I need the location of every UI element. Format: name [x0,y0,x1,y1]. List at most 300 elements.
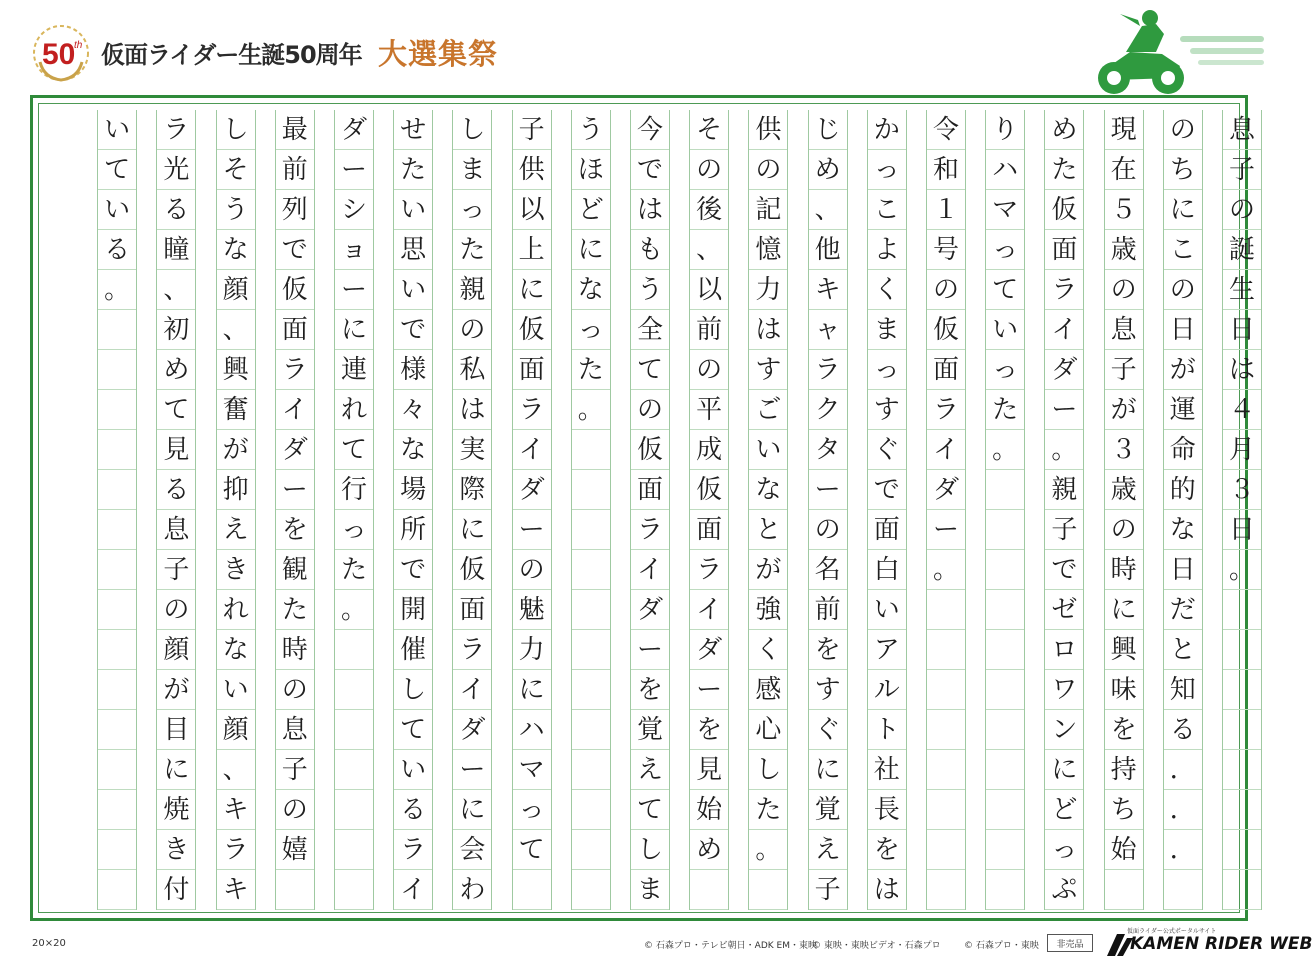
manuscript-cell [986,510,1024,550]
manuscript-cell: き [217,550,255,590]
manuscript-column [808,110,848,910]
manuscript-cell [572,590,610,630]
manuscript-cell: ラ [1045,270,1083,310]
manuscript-cell: っ [453,190,491,230]
manuscript-cell: り [986,110,1024,150]
manuscript-cell: ぷ [1045,870,1083,910]
manuscript-cell: 長 [868,790,906,830]
manuscript-cell [749,870,787,910]
manuscript-cell: 面 [513,350,551,390]
manuscript-cell [1223,870,1261,910]
manuscript-cell: の [1164,110,1202,150]
manuscript-cell: 思 [394,230,432,270]
manuscript-cell [986,670,1024,710]
manuscript-cell: 後 [690,190,728,230]
manuscript-cell: 白 [868,550,906,590]
manuscript-cell [572,790,610,830]
manuscript-cell: 供 [513,150,551,190]
manuscript-cell: 際 [453,470,491,510]
manuscript-cell: と [1164,630,1202,670]
manuscript-cell: の [513,550,551,590]
manuscript-cell: 子 [1223,150,1261,190]
manuscript-cell: 前 [809,590,847,630]
manuscript-cell: ぐ [809,710,847,750]
manuscript-cell: ト [868,710,906,750]
manuscript-cell: 息 [1223,110,1261,150]
manuscript-cell: 興 [1105,630,1143,670]
manuscript-cell: た [335,550,373,590]
manuscript-cell: か [868,110,906,150]
manuscript-cell: の [927,270,965,310]
manuscript-cell: ダ [1045,350,1083,390]
manuscript-cell: を [809,630,847,670]
manuscript-cell: が [749,550,787,590]
manuscript-cell: て [394,710,432,750]
manuscript-cell: た [276,590,314,630]
manuscript-cell: 開 [394,590,432,630]
manuscript-cell: 会 [453,830,491,870]
manuscript-cell [1223,710,1261,750]
manuscript-cell: 最 [276,110,314,150]
manuscript-cell: シ [335,190,373,230]
manuscript-column [1222,110,1262,910]
manuscript-cell [572,470,610,510]
manuscript-cell [572,550,610,590]
manuscript-cell [98,350,136,390]
manuscript-cell: し [217,110,255,150]
manuscript-cell: 現 [1105,110,1143,150]
manuscript-cell [986,550,1024,590]
manuscript-cell: が [217,430,255,470]
page-header [0,0,1280,96]
manuscript-cell: に [1045,750,1083,790]
emblem-suffix: th [74,40,83,51]
manuscript-cell: ３ [1105,430,1143,470]
manuscript-cell: っ [986,230,1024,270]
manuscript-cell: 以 [690,270,728,310]
manuscript-cell: ど [1045,790,1083,830]
manuscript-cell [927,750,965,790]
manuscript-cell: ． [1164,750,1202,790]
manuscript-cell: い [868,590,906,630]
manuscript-cell: 覚 [631,710,669,750]
manuscript-cell: に [809,750,847,790]
manuscript-cell: 、 [217,310,255,350]
manuscript-cell: 仮 [690,470,728,510]
manuscript-cell: ラ [927,390,965,430]
manuscript-cell: ラ [157,110,195,150]
manuscript-cell: う [631,270,669,310]
manuscript-cell: 所 [394,510,432,550]
manuscript-cell: 記 [749,190,787,230]
manuscript-cell: ー [335,150,373,190]
manuscript-cell: ダ [690,630,728,670]
manuscript-cell: で [1045,550,1083,590]
manuscript-cell: ク [809,390,847,430]
manuscript-cell: い [217,670,255,710]
manuscript-cell [927,830,965,870]
manuscript-cell: 見 [157,430,195,470]
manuscript-cell: 。 [1045,430,1083,470]
manuscript-cell [986,870,1024,910]
site-tagline: 仮面ライダー公式ポータルサイト [1127,928,1217,935]
manuscript-cell: を [868,830,906,870]
manuscript-cell: 心 [749,710,787,750]
manuscript-cell: っ [868,350,906,390]
manuscript-column [926,110,966,910]
manuscript-cell: で [276,230,314,270]
manuscript-cell: が [1164,350,1202,390]
manuscript-cell: る [98,230,136,270]
manuscript-cell: よ [868,230,906,270]
manuscript-cell: 日 [1164,550,1202,590]
emblem-number: 50 [42,38,76,71]
motorcycle-rider-icon [1090,8,1270,100]
manuscript-cell: キ [217,870,255,910]
manuscript-cell: ち [1105,790,1143,830]
manuscript-cell: は [749,310,787,350]
manuscript-cell: れ [335,390,373,430]
manuscript-cell: た [572,350,610,390]
manuscript-cell: が [157,670,195,710]
manuscript-cell: ー [453,750,491,790]
manuscript-cell: し [394,670,432,710]
manuscript-cell: ま [631,870,669,910]
manuscript-cell: 実 [453,430,491,470]
manuscript-cell: 焼 [157,790,195,830]
manuscript-cell: 。 [572,390,610,430]
manuscript-cell: で [868,470,906,510]
manuscript-cell: ワ [1045,670,1083,710]
manuscript-cell [1164,870,1202,910]
manuscript-cell: 歳 [1105,470,1143,510]
manuscript-cell: 名 [809,550,847,590]
manuscript-cell: い [394,750,432,790]
manuscript-cell: ま [868,310,906,350]
manuscript-cell: 。 [749,830,787,870]
manuscript-cell: の [453,310,491,350]
manuscript-column [97,110,137,910]
manuscript-cell [927,790,965,830]
manuscript-cell: で [394,310,432,350]
manuscript-cell [98,510,136,550]
manuscript-cell [335,790,373,830]
manuscript-cell [98,310,136,350]
manuscript-cell [1223,830,1261,870]
manuscript-cell: ダ [927,470,965,510]
manuscript-cell: 仮 [513,310,551,350]
manuscript-cell: 興 [217,350,255,390]
manuscript-cell: う [572,110,610,150]
manuscript-cell: ほ [572,150,610,190]
manuscript-cell: 面 [276,310,314,350]
manuscript-cell: と [749,510,787,550]
manuscript-cell [986,710,1024,750]
manuscript-cell: ち [1164,150,1202,190]
manuscript-cell: し [631,830,669,870]
manuscript-cell: ダ [453,710,491,750]
manuscript-cell: た [453,230,491,270]
manuscript-cell [276,870,314,910]
manuscript-column [689,110,729,910]
manuscript-cell: 始 [690,790,728,830]
manuscript-cell: 仮 [453,550,491,590]
manuscript-cell [1223,750,1261,790]
manuscript-cell: に [513,670,551,710]
manuscript-column [393,110,433,910]
manuscript-cell: 持 [1105,750,1143,790]
manuscript-cell: て [631,350,669,390]
manuscript-column [216,110,256,910]
manuscript-cell: 子 [157,550,195,590]
manuscript-cell [335,630,373,670]
manuscript-cell: 子 [276,750,314,790]
manuscript-cell: な [749,470,787,510]
manuscript-cell [98,390,136,430]
manuscript-column [1044,110,1084,910]
manuscript-cell [927,870,965,910]
manuscript-cell: じ [809,110,847,150]
manuscript-cell: 私 [453,350,491,390]
manuscript-cell: タ [809,430,847,470]
manuscript-cell: ー [809,470,847,510]
manuscript-cell: て [335,430,373,470]
manuscript-cell: を [631,670,669,710]
manuscript-cell: る [157,470,195,510]
manuscript-cell: 社 [868,750,906,790]
manuscript-cell: 前 [276,150,314,190]
event-title: 大選集祭 [378,37,499,71]
manuscript-cell: だ [1164,590,1202,630]
manuscript-cell: 様 [394,350,432,390]
manuscript-cell: 全 [631,310,669,350]
manuscript-cell: 面 [927,350,965,390]
manuscript-cell: ご [749,390,787,430]
manuscript-cell: の [1105,510,1143,550]
page-title: 仮面ライダー生誕50周年 [101,41,362,69]
manuscript-cell: い [98,190,136,230]
manuscript-cell: い [986,310,1024,350]
manuscript-cell: ダ [276,430,314,470]
manuscript-cell: ゼ [1045,590,1083,630]
manuscript-cell: ー [927,510,965,550]
copyright-notice-3: © 石森プロ・東映 [964,941,1039,951]
manuscript-cell: し [749,750,787,790]
manuscript-cell: 日 [1223,310,1261,350]
manuscript-cell: が [1105,390,1143,430]
manuscript-cell [98,430,136,470]
manuscript-cell: 知 [1164,670,1202,710]
manuscript-cell [335,670,373,710]
manuscript-cell: 面 [631,470,669,510]
manuscript-cell: １ [927,190,965,230]
manuscript-cell: で [631,150,669,190]
copyright-notice-2: © 東映・東映ビデオ・石森プロ [812,941,941,951]
manuscript-cell: ど [572,190,610,230]
manuscript-cell: 。 [98,270,136,310]
manuscript-cell: の [1223,190,1261,230]
manuscript-cell: ５ [1105,190,1143,230]
50th-anniversary-emblem-icon [30,22,92,84]
manuscript-column [867,110,907,910]
site-name: KAMEN RIDER WEB [1130,934,1312,954]
manuscript-cell: 感 [749,670,787,710]
manuscript-cell: 、 [157,270,195,310]
manuscript-cell: め [690,830,728,870]
manuscript-cell [98,790,136,830]
manuscript-cell: 、 [809,190,847,230]
manuscript-cell: 在 [1105,150,1143,190]
manuscript-cell: 行 [335,470,373,510]
manuscript-cell [690,870,728,910]
manuscript-cell [98,550,136,590]
manuscript-cell: て [513,830,551,870]
manuscript-cell: わ [453,870,491,910]
manuscript-cell: 和 [927,150,965,190]
manuscript-cell: 日 [1164,310,1202,350]
manuscript-cell [1223,790,1261,830]
manuscript-cell: 子 [1045,510,1083,550]
manuscript-cell: え [217,510,255,550]
manuscript-cell: は [631,190,669,230]
manuscript-cell: 的 [1164,470,1202,510]
manuscript-cell: 上 [513,230,551,270]
manuscript-cell: 子 [809,870,847,910]
manuscript-cell: ラ [690,550,728,590]
manuscript-cell: 抑 [217,470,255,510]
manuscript-cell: に [1105,590,1143,630]
manuscript-cell: た [749,790,787,830]
manuscript-cell: ハ [513,710,551,750]
manuscript-cell: キ [217,790,255,830]
manuscript-cell: マ [986,190,1024,230]
manuscript-cell: 目 [157,710,195,750]
manuscript-cell: 月 [1223,430,1261,470]
manuscript-cell: 瞳 [157,230,195,270]
manuscript-cell: え [809,830,847,870]
manuscript-cell [572,510,610,550]
manuscript-cell: の [276,790,314,830]
manuscript-cell: 光 [157,150,195,190]
manuscript-cell: に [335,310,373,350]
manuscript-cell: ． [1164,830,1202,870]
manuscript-cell [1223,630,1261,670]
manuscript-cell: 場 [394,470,432,510]
manuscript-cell: す [749,350,787,390]
manuscript-cell: て [98,150,136,190]
grid-size-label: 20×20 [32,938,66,949]
manuscript-cell: イ [927,430,965,470]
manuscript-cell: う [217,190,255,230]
manuscript-cell: 面 [868,510,906,550]
manuscript-cell: 仮 [927,310,965,350]
manuscript-cell: ー [1045,390,1083,430]
manuscript-cell: に [513,270,551,310]
manuscript-cell: 号 [927,230,965,270]
manuscript-cell: 以 [513,190,551,230]
manuscript-cell: 面 [1045,230,1083,270]
manuscript-cell: 子 [513,110,551,150]
manuscript-cell: イ [690,590,728,630]
manuscript-cell: た [986,390,1024,430]
manuscript-cell: の [749,150,787,190]
manuscript-cell [986,470,1024,510]
manuscript-cell: の [690,350,728,390]
manuscript-cell: ダ [335,110,373,150]
manuscript-cell: っ [572,310,610,350]
manuscript-cell: を [276,510,314,550]
manuscript-cell: っ [513,790,551,830]
manuscript-column [334,110,374,910]
manuscript-cell: 誕 [1223,230,1261,270]
manuscript-cell: の [809,510,847,550]
manuscript-cell [98,830,136,870]
manuscript-cell: 憶 [749,230,787,270]
manuscript-cell [335,830,373,870]
manuscript-cell: 顔 [157,630,195,670]
manuscript-cell: っ [986,350,1024,390]
not-for-sale-badge: 非売品 [1047,934,1093,952]
manuscript-cell: な [217,630,255,670]
manuscript-cell: キ [809,270,847,310]
manuscript-cell: ぐ [868,430,906,470]
manuscript-cell: す [868,390,906,430]
manuscript-cell: を [690,710,728,750]
manuscript-cell: ャ [809,310,847,350]
manuscript-cell [986,750,1024,790]
manuscript-cell: の [631,390,669,430]
manuscript-cell: め [1045,110,1083,150]
manuscript-cell: 成 [690,430,728,470]
manuscript-cell: ラ [394,830,432,870]
manuscript-cell [98,630,136,670]
manuscript-cell: 観 [276,550,314,590]
manuscript-cell: イ [513,430,551,470]
manuscript-cell [572,870,610,910]
manuscript-cell: に [453,510,491,550]
manuscript-cell: 時 [276,630,314,670]
manuscript-cell: 初 [157,310,195,350]
manuscript-cell: な [1164,510,1202,550]
manuscript-cell: に [157,750,195,790]
manuscript-cell: 。 [986,430,1024,470]
manuscript-cell [1105,870,1143,910]
manuscript-cell: 付 [157,870,195,910]
manuscript-cell: す [809,670,847,710]
manuscript-cell: 命 [1164,430,1202,470]
manuscript-cell [927,630,965,670]
manuscript-cell [1223,590,1261,630]
manuscript-cell: 列 [276,190,314,230]
manuscript-cell [927,670,965,710]
manuscript-cell: 力 [749,270,787,310]
manuscript-cell: 催 [394,630,432,670]
manuscript-cell: 他 [809,230,847,270]
manuscript-cell: る [394,790,432,830]
manuscript-cell: 親 [1045,470,1083,510]
manuscript-cell: 時 [1105,550,1143,590]
manuscript-cell: を [1105,710,1143,750]
manuscript-cell: ー [513,510,551,550]
manuscript-column [452,110,492,910]
manuscript-cell: せ [394,110,432,150]
manuscript-cell: 力 [513,630,551,670]
manuscript-cell: マ [513,750,551,790]
manuscript-cell: に [572,230,610,270]
manuscript-cell [98,710,136,750]
manuscript-cell: ー [335,270,373,310]
manuscript-cell: 供 [749,110,787,150]
